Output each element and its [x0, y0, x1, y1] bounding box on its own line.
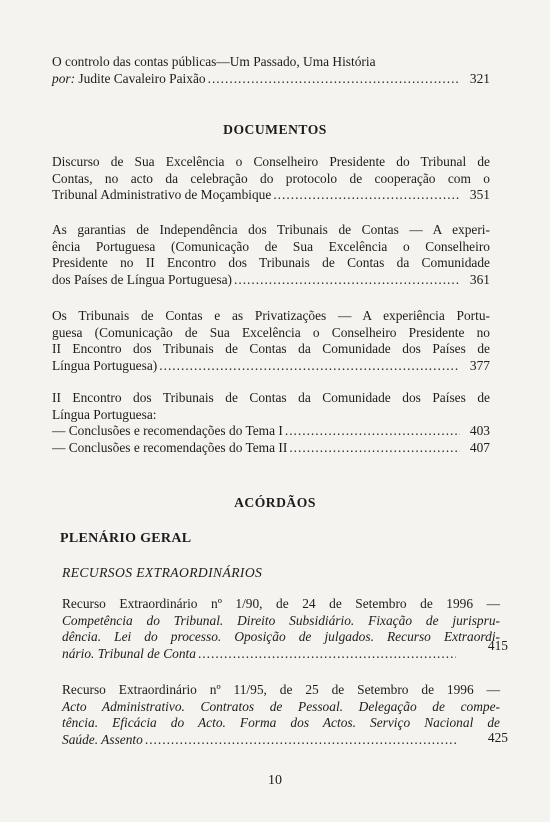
- dot-leader: [289, 440, 460, 457]
- toc-entry-garantias: [52, 222, 490, 288]
- toc-entry-encontro: [52, 390, 490, 456]
- entry-line: Contas, no acto da celebração do protocolo de cooperação com o: [52, 170, 490, 186]
- page-number: 10: [268, 773, 282, 788]
- subsection-recursos: RECURSOS EXTRAORDINÁRIOS: [62, 565, 263, 580]
- toc-subitem: [52, 423, 490, 440]
- dot-leader: [159, 358, 460, 375]
- subitem-text: — Conclusões e recomendações do Tema I: [52, 423, 283, 439]
- heading-acordaos: ACÓRDÃOS: [234, 495, 316, 510]
- entry-line: Língua Portuguesa:: [52, 406, 157, 422]
- entry-line: Acto Administrativo. Contratos de Pessoal. Delegação de compe-: [62, 698, 500, 714]
- entry-line: Discurso de Sua Excelência o Conselheiro Presidente do Tribunal de: [52, 154, 490, 169]
- toc-entry-recurso-11-95: [62, 682, 508, 748]
- page-ref: 403: [469, 423, 490, 439]
- toc-entry-recurso-1-90: [62, 596, 508, 662]
- dot-leader: [234, 272, 460, 289]
- entry-head: Recurso Extraordinário nº 11/95, de 25 de Setembro de 1996 —: [62, 682, 500, 697]
- toc-entry-controlo: [52, 54, 490, 87]
- entry-line: Presidente no II Encontro dos Tribunais de Contas da Comunidade: [52, 255, 490, 271]
- entry-line: Os Tribunais de Contas e as Privatizações — A experiência Portu-: [52, 308, 490, 323]
- toc-entry-author-line: [52, 71, 490, 88]
- heading-documentos: DOCUMENTOS: [223, 122, 327, 137]
- entry-line: guesa (Comunicação de Sua Excelência o Conselheiro Presidente no: [52, 324, 490, 340]
- entry-line-text: Língua Portuguesa): [52, 357, 158, 373]
- entry-last-line: [52, 187, 490, 204]
- toc-entry-title: O controlo das contas públicas—Um Passado, Uma História: [52, 54, 376, 69]
- toc-subitem: [52, 440, 490, 457]
- dot-leader: [198, 646, 456, 663]
- subitem-text: — Conclusões e recomendações do Tema II: [52, 439, 288, 455]
- page-ref: 425: [487, 729, 508, 745]
- entry-line: dência. Lei do processo. Oposição de julgados. Recurso Extraordi-: [62, 629, 500, 645]
- page-ref: 361: [469, 271, 490, 287]
- page-ref: 321: [469, 70, 490, 86]
- dot-leader: [145, 732, 458, 749]
- toc-entry-discurso: [52, 154, 490, 204]
- entry-line-text: nário. Tribunal de Conta: [62, 645, 196, 661]
- author-prefix: por:: [52, 70, 76, 86]
- section-plenario-geral: PLENÁRIO GERAL: [60, 531, 192, 546]
- page-ref: 351: [469, 187, 490, 203]
- entry-line: II Encontro dos Tribunais de Contas da Comunidade dos Países de: [52, 341, 490, 357]
- page-ref: 415: [487, 637, 508, 653]
- entry-last-line: [52, 358, 490, 375]
- dot-leader: [208, 71, 460, 88]
- entry-line: II Encontro dos Tribunais de Contas da Comunidade dos Países de: [52, 390, 490, 405]
- dot-leader: [273, 187, 460, 204]
- entry-line-text: dos Países de Língua Portuguesa): [52, 271, 233, 287]
- entry-line-text: Saúde. Assento: [62, 731, 143, 747]
- entry-line: As garantias de Independência dos Tribunais de Contas — A experi-: [52, 222, 490, 237]
- entry-line: Competência do Tribunal. Direito Subsidiário. Fixação de jurispru-: [62, 612, 500, 628]
- entry-line: ência Portuguesa (Comunicação de Sua Excelência o Conselheiro: [52, 238, 490, 254]
- entry-last-line: [52, 272, 490, 289]
- toc-entry-privatizacoes: [52, 308, 490, 374]
- dot-leader: [285, 423, 460, 440]
- entry-head: Recurso Extraordinário nº 1/90, de 24 de Setembro de 1996 —: [62, 596, 500, 611]
- entry-last-line: [62, 729, 508, 749]
- page-ref: 407: [469, 439, 490, 455]
- author-name: Judite Cavaleiro Paixão: [78, 70, 206, 86]
- entry-line: tência. Eficácia do Acto. Forma dos Actos. Serviço Nacional de: [62, 715, 500, 731]
- entry-line-text: Tribunal Administrativo de Moçambique: [52, 187, 272, 203]
- page-ref: 377: [469, 357, 490, 373]
